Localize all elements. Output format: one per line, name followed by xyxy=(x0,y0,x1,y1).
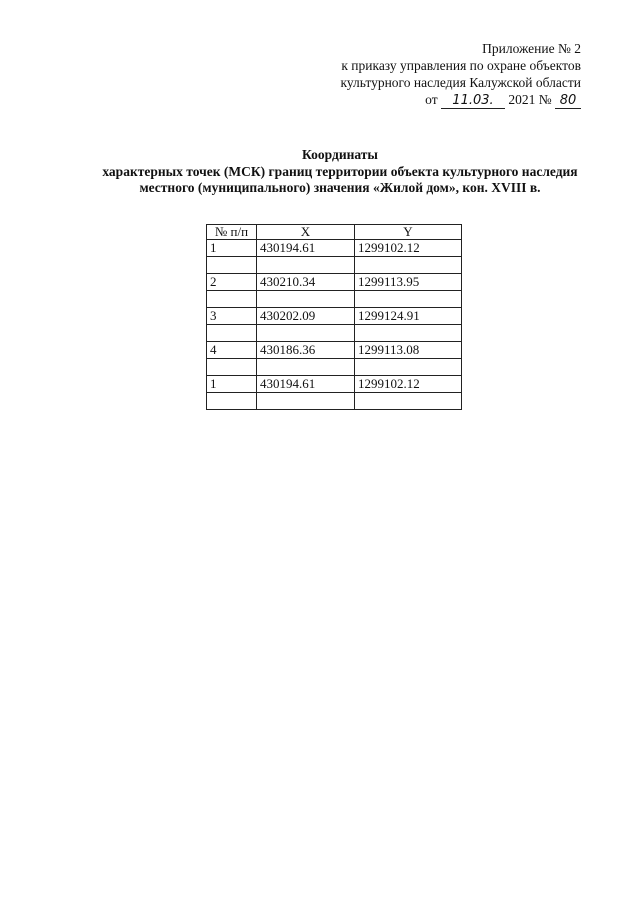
cell-number: 1 xyxy=(207,376,257,393)
cell-y: 1299102.12 xyxy=(355,240,462,257)
cell-x: 430194.61 xyxy=(257,376,355,393)
year-number-label: 2021 № xyxy=(508,92,552,107)
table-row xyxy=(207,359,462,376)
appendix-number: Приложение № 2 xyxy=(482,41,581,56)
cell-y: 1299124.91 xyxy=(355,308,462,325)
header-x: X xyxy=(257,225,355,240)
handwritten-date: 11.03. xyxy=(441,94,505,109)
cell-x xyxy=(257,257,355,274)
table-row xyxy=(207,376,462,393)
cell-number xyxy=(207,257,257,274)
title-line-3: местного (муниципального) значения «Жилой дом», кон. XVIII в. xyxy=(139,180,541,195)
header-y: Y xyxy=(355,225,462,240)
cell-x xyxy=(257,325,355,342)
document-title xyxy=(60,147,620,197)
table-row xyxy=(207,291,462,308)
table-row xyxy=(207,325,462,342)
cell-y: 1299113.08 xyxy=(355,342,462,359)
cell-x xyxy=(257,291,355,308)
table-row xyxy=(207,257,462,274)
table-row xyxy=(207,342,462,359)
cell-y xyxy=(355,257,462,274)
table-row xyxy=(207,274,462,291)
table-row xyxy=(207,393,462,410)
cell-number xyxy=(207,359,257,376)
cell-x xyxy=(257,393,355,410)
cell-number xyxy=(207,393,257,410)
cell-y xyxy=(355,359,462,376)
appendix-order-ref: к приказу управления по охране объектов xyxy=(341,58,581,73)
cell-number: 1 xyxy=(207,240,257,257)
coordinates-table xyxy=(206,224,462,410)
appendix-header xyxy=(340,40,581,109)
date-prefix: от xyxy=(425,92,438,107)
cell-x: 430186.36 xyxy=(257,342,355,359)
header-number: № п/п xyxy=(207,225,257,240)
cell-number: 2 xyxy=(207,274,257,291)
cell-y: 1299102.12 xyxy=(355,376,462,393)
cell-x xyxy=(257,359,355,376)
cell-x: 430194.61 xyxy=(257,240,355,257)
cell-y: 1299113.95 xyxy=(355,274,462,291)
table-row xyxy=(207,308,462,325)
title-line-2: характерных точек (МСК) границ территории объекта культурного наследия xyxy=(102,163,578,179)
cell-x: 430210.34 xyxy=(257,274,355,291)
cell-y xyxy=(355,393,462,410)
cell-number: 3 xyxy=(207,308,257,325)
cell-number: 4 xyxy=(207,342,257,359)
cell-number xyxy=(207,291,257,308)
appendix-date-line xyxy=(340,91,581,109)
table-header-row xyxy=(207,225,462,240)
cell-y xyxy=(355,291,462,308)
title-line-1: Координаты xyxy=(302,147,378,162)
appendix-authority: культурного наследия Калужской области xyxy=(340,75,581,90)
cell-number xyxy=(207,325,257,342)
table-row xyxy=(207,240,462,257)
cell-y xyxy=(355,325,462,342)
handwritten-order-number: 80 xyxy=(555,94,581,109)
cell-x: 430202.09 xyxy=(257,308,355,325)
